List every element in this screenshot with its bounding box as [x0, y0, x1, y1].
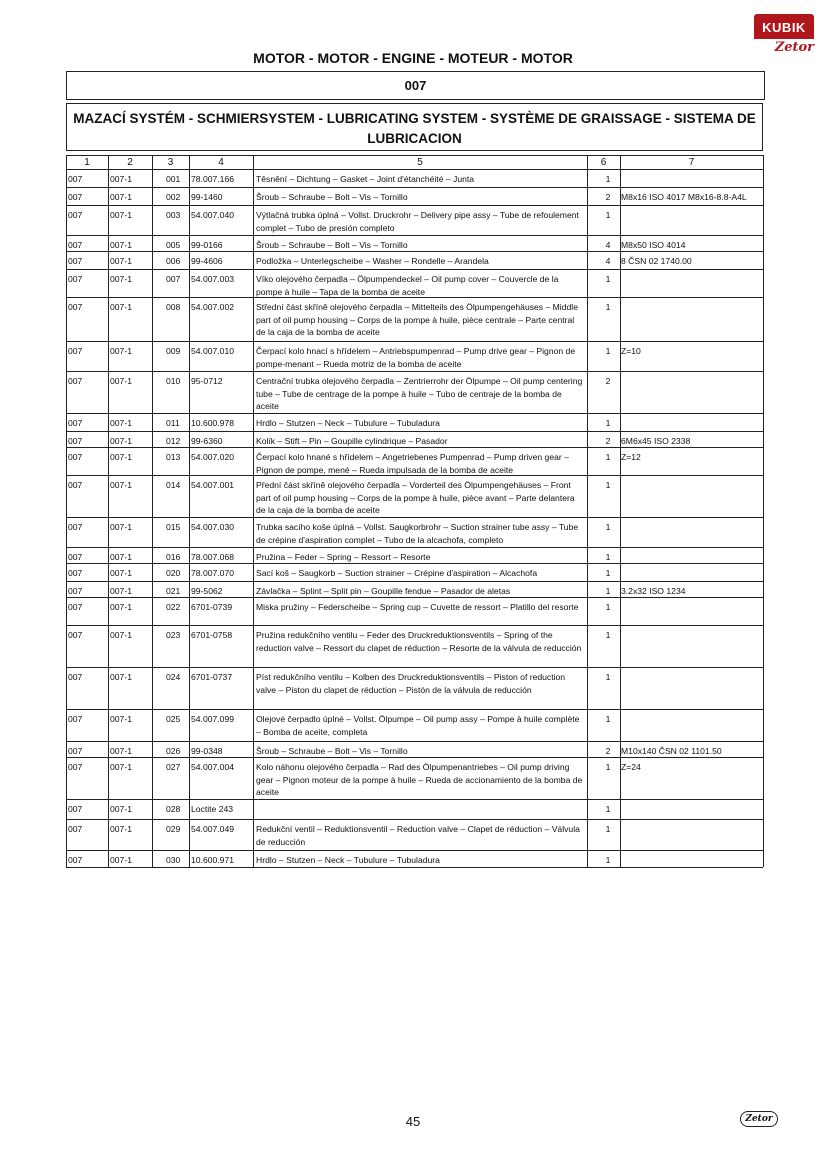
cell-col-3: 025 [166, 714, 181, 724]
cell-col-6: 1 [605, 210, 611, 220]
cell-col-2: 007-1 [110, 240, 132, 250]
cell-col-1: 007 [68, 240, 83, 250]
cell-col-2: 007-1 [110, 346, 132, 356]
cell-col-2: 007-1 [110, 452, 132, 462]
cell-col-7: M10x140 ČSN 02 1101.50 [621, 746, 722, 756]
cell-col-4: 54.007.020 [191, 452, 235, 462]
cell-col-3: 007 [166, 274, 181, 284]
cell-col-1: 007 [68, 174, 83, 184]
cell-col-1: 007 [68, 672, 83, 682]
cell-col-4: 54.007.049 [191, 824, 235, 834]
table-row [66, 799, 763, 820]
cell-col-3: 008 [166, 302, 181, 312]
cell-col-6: 1 [605, 274, 611, 284]
cell-col-6: 1 [605, 602, 611, 612]
cell-col-1: 007 [68, 746, 83, 756]
cell-col-1: 007 [68, 452, 83, 462]
cell-col-5: Závlačka – Splint – Split pin – Goupille fendue – Pasador de aletas [256, 586, 511, 596]
cell-col-5: Těsnění – Dichtung – Gasket – Joint d'étanchéité – Junta [256, 174, 475, 184]
cell-col-5: Redukční ventil – Reduktionsventil – Reduction valve – Clapet de réduction – Válvula de reducción [256, 824, 580, 847]
column-header-7: 7 [688, 157, 695, 168]
table-row [66, 709, 763, 742]
table-row [66, 235, 763, 252]
cell-col-1: 007 [68, 855, 83, 865]
cell-col-5: Výtlačná trubka úplná – Vollst. Druckrohr – Delivery pipe assy – Tube de refoulement complet – Tubo de presión completo [256, 210, 579, 233]
cell-col-4: 99-1460 [191, 192, 223, 202]
table-row [66, 169, 763, 188]
cell-col-1: 007 [68, 436, 83, 446]
cell-col-6: 1 [605, 630, 611, 640]
table-row [66, 563, 763, 582]
cell-col-6: 1 [605, 568, 611, 578]
column-divider [189, 155, 190, 867]
cell-col-2: 007-1 [110, 762, 132, 772]
cell-col-6: 4 [605, 256, 611, 266]
cell-col-4: 78.007.166 [191, 174, 235, 184]
cell-col-6: 2 [605, 376, 611, 386]
cell-col-2: 007-1 [110, 602, 132, 612]
cell-col-5: Šroub – Schraube – Bolt – Vis – Tornillo [256, 240, 408, 250]
cell-col-6: 1 [605, 480, 611, 490]
cell-col-2: 007-1 [110, 824, 132, 834]
cell-col-3: 022 [166, 602, 181, 612]
table-row [66, 517, 763, 548]
cell-col-5: Sací koš – Saugkorb – Suction strainer – Crépine d'aspiration – Alcachofa [256, 568, 538, 578]
cell-col-4: 54.007.004 [191, 762, 235, 772]
cell-col-3: 026 [166, 746, 181, 756]
cell-col-3: 028 [166, 804, 181, 814]
cell-col-4: Loctite 243 [191, 804, 234, 814]
table-row [66, 597, 763, 626]
column-divider [253, 155, 254, 867]
cell-col-5: Píst redukčního ventilu – Kolben des Druckreduktionsventils – Piston of reduction valve – Piston du clapet de réduction – Pistón de la válvula de reducción [256, 672, 566, 695]
table-row [66, 667, 763, 710]
cell-col-6: 1 [605, 552, 611, 562]
cell-col-6: 1 [605, 804, 611, 814]
cell-col-3: 002 [166, 192, 181, 202]
cell-col-5: Hrdlo – Stutzen – Neck – Tubulure – Tubuladura [256, 418, 440, 428]
cell-col-3: 010 [166, 376, 181, 386]
cell-col-5: Olejové čerpadlo úplné – Vollst. Ölpumpe – Oil pump assy – Pompe à huile complète – Bomba de aceite, completa [256, 714, 580, 737]
cell-col-2: 007-1 [110, 376, 132, 386]
cell-col-1: 007 [68, 210, 83, 220]
cell-col-1: 007 [68, 586, 83, 596]
cell-col-5: Čerpací kolo hnací s hřídelem – Antriebspumpenrad – Pump drive gear – Pignon de pompe-menant – Rueda motriz de la bomba de aceite [256, 346, 576, 369]
column-header-5: 5 [417, 157, 423, 168]
cell-col-3: 013 [166, 452, 181, 462]
cell-col-2: 007-1 [110, 855, 132, 865]
column-header-6: 6 [600, 157, 607, 168]
column-divider [587, 155, 588, 867]
cell-col-1: 007 [68, 522, 83, 532]
cell-col-1: 007 [68, 480, 83, 490]
cell-col-1: 007 [68, 274, 83, 284]
cell-col-1: 007 [68, 256, 83, 266]
cell-col-2: 007-1 [110, 192, 132, 202]
cell-col-4: 95-0712 [191, 376, 223, 386]
cell-col-4: 54.007.099 [191, 714, 235, 724]
column-divider [620, 155, 621, 867]
cell-col-1: 007 [68, 568, 83, 578]
cell-col-2: 007-1 [110, 568, 132, 578]
table-row [66, 850, 763, 868]
cell-col-4: 78.007.070 [191, 568, 235, 578]
cell-col-7: M8x16 ISO 4017 M8x16-8.8-A4L [621, 192, 747, 202]
cell-col-2: 007-1 [110, 210, 132, 220]
cell-col-2: 007-1 [110, 522, 132, 532]
cell-col-1: 007 [68, 630, 83, 640]
cell-col-5: Pružina – Feder – Spring – Ressort – Resorte [256, 552, 431, 562]
cell-col-6: 1 [605, 346, 611, 356]
cell-col-4: 6701-0758 [191, 630, 233, 640]
cell-col-5: Kolík – Stift – Pin – Goupille cylindrique – Pasador [256, 436, 448, 446]
cell-col-4: 6701-0739 [191, 602, 233, 612]
cell-col-6: 1 [605, 762, 611, 772]
cell-col-7: 3.2x32 ISO 1234 [621, 586, 686, 596]
cell-col-2: 007-1 [110, 586, 132, 596]
cell-col-3: 011 [166, 418, 180, 428]
column-header-3: 3 [167, 157, 174, 168]
cell-col-7: Z=24 [621, 762, 641, 772]
cell-col-4: 10.600.971 [191, 855, 235, 865]
cell-col-3: 020 [166, 568, 181, 578]
zetor-logo-text: Zetor [774, 40, 814, 55]
cell-col-4: 99-6360 [191, 436, 223, 446]
cell-col-1: 007 [68, 418, 83, 428]
kubik-logo-text: KUBIK [754, 14, 814, 39]
cell-col-3: 001 [166, 174, 181, 184]
cell-col-7: M8x50 ISO 4014 [621, 240, 686, 250]
cell-col-3: 014 [166, 480, 181, 490]
cell-col-5: Podložka – Unterlegscheibe – Washer – Rondelle – Arandela [256, 256, 489, 266]
cell-col-5: Hrdlo – Stutzen – Neck – Tubulure – Tubuladura [256, 855, 440, 865]
cell-col-4: 78.007.068 [191, 552, 235, 562]
cell-col-5: Čerpací kolo hnané s hřídelem – Angetriebenes Pumpenrad – Pump driven gear – Pignon de pompe, mené – Rueda impulsada de la bomba de aceite [256, 452, 569, 475]
cell-col-4: 54.007.010 [191, 346, 235, 356]
cell-col-4: 54.007.001 [191, 480, 235, 490]
cell-col-4: 99-0348 [191, 746, 223, 756]
table-row [66, 413, 763, 432]
cell-col-2: 007-1 [110, 418, 132, 428]
cell-col-1: 007 [68, 824, 83, 834]
cell-col-4: 99-4606 [191, 256, 223, 266]
cell-col-5: Přední část skříně olejového čerpadla – Vorderteil des Ölpumpengehäuses – Front part of oil pump housing – Corps de la pompe à huile, pièce avant – Parte delantera de la caja de la bomba de aceite [256, 480, 575, 515]
cell-col-2: 007-1 [110, 436, 132, 446]
cell-col-6: 2 [605, 436, 611, 446]
cell-col-2: 007-1 [110, 804, 132, 814]
cell-col-3: 015 [166, 522, 181, 532]
cell-col-6: 1 [605, 522, 611, 532]
page-number: 45 [405, 1114, 421, 1129]
cell-col-2: 007-1 [110, 672, 132, 682]
cell-col-1: 007 [68, 714, 83, 724]
table-row [66, 757, 763, 800]
cell-col-3: 006 [166, 256, 181, 266]
cell-col-2: 007-1 [110, 174, 132, 184]
group-number: 007 [66, 71, 765, 100]
cell-col-3: 012 [166, 436, 181, 446]
zetor-footer-logo: Zetor [740, 1111, 778, 1127]
cell-col-3: 009 [166, 346, 181, 356]
cell-col-7: Z=12 [621, 452, 641, 462]
table-row [66, 371, 763, 414]
cell-col-4: 99-5062 [191, 586, 223, 596]
cell-col-2: 007-1 [110, 274, 132, 284]
cell-col-2: 007-1 [110, 746, 132, 756]
cell-col-4: 54.007.003 [191, 274, 235, 284]
cell-col-6: 1 [605, 302, 611, 312]
table-row [66, 447, 763, 476]
column-divider [108, 155, 109, 867]
table-row [66, 205, 763, 236]
table-row [66, 547, 763, 564]
cell-col-6: 1 [605, 174, 611, 184]
cell-col-6: 1 [605, 855, 611, 865]
cell-col-4: 54.007.040 [191, 210, 235, 220]
cell-col-6: 1 [605, 714, 611, 724]
cell-col-3: 003 [166, 210, 181, 220]
table-header [66, 155, 763, 170]
cell-col-3: 023 [166, 630, 181, 640]
table-row [66, 741, 763, 758]
cell-col-3: 016 [166, 552, 181, 562]
cell-col-2: 007-1 [110, 256, 132, 266]
cell-col-2: 007-1 [110, 480, 132, 490]
cell-col-4: 6701-0737 [191, 672, 233, 682]
cell-col-5: Střední část skříně olejového čerpadla – Mittelteils des Ölpumpengehäuses – Middle part of oil pump housing – Corps de la pompe à huile, pièce centrale – Parte central de la caja de la bomba de aceite [256, 302, 578, 337]
cell-col-5: Kolo náhonu olejového čerpadla – Rad des Ölpumpenantriebes – Oil pump driving gear – Pignon moteur de la pompe à huile – Rueda de accionamiento de la bomba de aceite [256, 762, 583, 797]
cell-col-5: Víko olejového čerpadla – Ölpumpendeckel – Oil pump cover – Couvercle de la pompe à huile – Tapa de la bomba de aceite [256, 274, 559, 297]
cell-col-3: 005 [166, 240, 181, 250]
cell-col-1: 007 [68, 346, 83, 356]
table-row [66, 475, 763, 518]
cell-col-2: 007-1 [110, 714, 132, 724]
page-title: MOTOR - MOTOR - ENGINE - MOTEUR - MOTOR [253, 50, 573, 66]
cell-col-3: 029 [166, 824, 181, 834]
table-row [66, 341, 763, 372]
table-row [66, 581, 763, 598]
cell-col-5: Šroub – Schraube – Bolt – Vis – Tornillo [256, 192, 408, 202]
column-divider [152, 155, 153, 867]
table-row [66, 625, 763, 668]
cell-col-4: 99-0166 [191, 240, 223, 250]
cell-col-5: Šroub – Schraube – Bolt – Vis – Tornillo [256, 746, 408, 756]
table-row [66, 251, 763, 270]
cell-col-5: Centrační trubka olejového čerpadla – Zentrierrohr der Ölpumpe – Oil pump centering tube – Tube de centrage de la pompe à huile – Tubo de centraje de la bomba de aceite [256, 376, 583, 411]
cell-col-5: Trubka sacího koše úplná – Vollst. Saugkorbrohr – Suction strainer tube assy – Tube de crépine d'aspiration complet – Tubo de la alcachofa, completo [256, 522, 579, 545]
table-row [66, 269, 763, 298]
cell-col-2: 007-1 [110, 552, 132, 562]
table-row [66, 431, 763, 448]
cell-col-5: Pružina redukčního ventilu – Feder des Druckreduktionsventils – Spring of the reduction valve – Ressort du clapet de réduction – Resorte de la válvula de reducción [256, 630, 582, 653]
cell-col-6: 2 [605, 192, 611, 202]
cell-col-4: 54.007.030 [191, 522, 235, 532]
cell-col-7: 6M6x45 ISO 2338 [621, 436, 691, 446]
cell-col-1: 007 [68, 552, 83, 562]
cell-col-1: 007 [68, 762, 83, 772]
cell-col-6: 4 [605, 240, 611, 250]
cell-col-3: 024 [166, 672, 181, 682]
cell-col-2: 007-1 [110, 630, 132, 640]
cell-col-7: Z=10 [621, 346, 641, 356]
cell-col-1: 007 [68, 376, 83, 386]
cell-col-3: 021 [166, 586, 181, 596]
cell-col-6: 1 [605, 418, 611, 428]
column-header-4: 4 [218, 157, 224, 168]
cell-col-1: 007 [68, 804, 83, 814]
cell-col-3: 027 [166, 762, 181, 772]
cell-col-6: 1 [605, 586, 611, 596]
column-header-1: 1 [84, 157, 90, 168]
cell-col-4: 10.600.978 [191, 418, 235, 428]
column-divider [66, 155, 67, 867]
cell-col-6: 2 [605, 746, 611, 756]
cell-col-1: 007 [68, 192, 83, 202]
cell-col-6: 1 [605, 672, 611, 682]
section-title: MAZACÍ SYSTÉM - SCHMIERSYSTEM - LUBRICATING SYSTEM - SYSTÈME DE GRAISSAGE - SISTEMA DE LUBRICACION [66, 103, 763, 151]
cell-col-4: 54.007.002 [191, 302, 235, 312]
table-row [66, 819, 763, 851]
cell-col-3: 030 [166, 855, 181, 865]
cell-col-7: 8 ČSN 02 1740.00 [621, 256, 692, 266]
table-row [66, 297, 763, 342]
cell-col-1: 007 [68, 302, 83, 312]
cell-col-5: Miska pružiny – Federscheibe – Spring cup – Cuvette de ressort – Platillo del resorte [256, 602, 579, 612]
table-row [66, 187, 763, 206]
cell-col-1: 007 [68, 602, 83, 612]
cell-col-2: 007-1 [110, 302, 132, 312]
column-header-2: 2 [127, 157, 133, 168]
column-divider [763, 155, 764, 867]
cell-col-6: 1 [605, 824, 611, 834]
cell-col-6: 1 [605, 452, 611, 462]
